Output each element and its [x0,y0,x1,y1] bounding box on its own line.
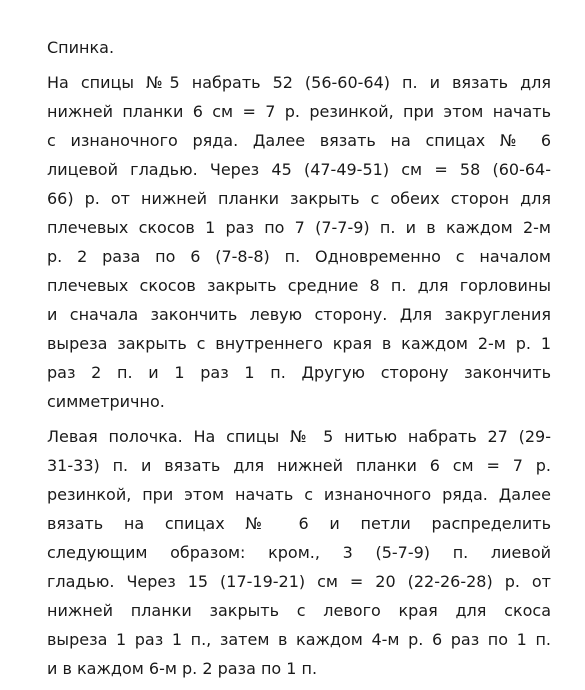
text-line: следующим образом: кром., 3 (5-7-9) п. лиевой [47,543,551,562]
text-line: и сначала закончить левую сторону. Для закругления [47,305,551,324]
text-line: 66) р. от нижней планки закрыть с обеих сторон для [47,189,551,208]
paragraph-left-front [47,422,551,683]
text-line: вязать на спицах № 6 и петли распределить [47,514,551,533]
text-line: нижней планки закрыть с левого края для скоса [47,601,551,620]
text-line: На спицы №5 набрать 52 (56-60-64) п. и вязать для [47,73,551,92]
text-line: нижней планки 6 см = 7 р. резинкой, при этом начать [47,102,551,121]
text-line: с изнаночного ряда. Далее вязать на спицах № 6 [47,131,551,150]
text-line: лицевой гладью. Через 45 (47-49-51) см = 58 (60-64- [47,160,551,179]
text-line: и в каждом 6-м р. 2 раза по 1 п. [47,659,318,678]
text-line: р. 2 раза по 6 (7-8-8) п. Одновременно с началом [47,247,551,266]
knitting-instructions [47,33,551,683]
text-line: симметрично. [47,392,165,411]
text-line: 31-33) п. и вязать для нижней планки 6 см = 7 р. [47,456,551,475]
text-line: Левая полочка. На спицы № 5 нитью набрать 27 (29- [47,427,551,446]
text-line: плечевых скосов 1 раз по 7 (7-7-9) п. и в каждом 2-м [47,218,551,237]
text-line: гладью. Через 15 (17-19-21) см = 20 (22-26-28) р. от [47,572,551,591]
text-line: выреза 1 раз 1 п., затем в каждом 4-м р. 6 раз по 1 п. [47,630,551,649]
section-heading: Спинка. [47,38,115,57]
text-line: раз 2 п. и 1 раз 1 п. Другую сторону закончить [47,363,551,382]
paragraph-back [47,68,551,416]
text-line: плечевых скосов закрыть средние 8 п. для горловины [47,276,551,295]
text-line: резинкой, при этом начать с изнаночного ряда. Далее [47,485,551,504]
text-line: выреза закрыть с внутреннего края в каждом 2-м р. 1 [47,334,551,353]
